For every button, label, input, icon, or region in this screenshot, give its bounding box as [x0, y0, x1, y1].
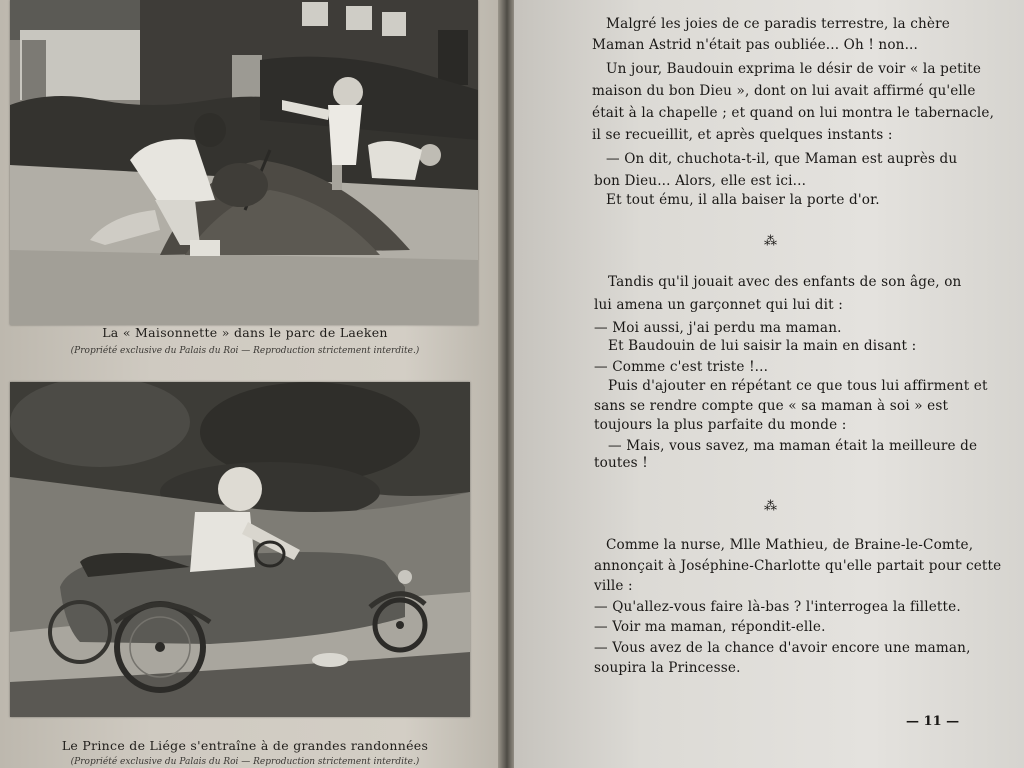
text-line: Puis d'ajouter en répétant ce que tous lui affirment et — [608, 378, 988, 394]
text-line: soupira la Princesse. — [594, 660, 741, 676]
text-line: Et Baudouin de lui saisir la main en disant : — [608, 338, 917, 354]
section-separator: ⁂ — [764, 234, 777, 249]
caption-pedal-car-title: Le Prince de Liége s'entraîne à de grandes randonnées — [61, 738, 429, 753]
text-line: Comme la nurse, Mlle Mathieu, de Braine-le-Comte, — [606, 537, 974, 553]
text-line: Tandis qu'il jouait avec des enfants de son âge, on — [608, 274, 962, 290]
text-line: — Vous avez de la chance d'avoir encore une maman, — [594, 640, 971, 656]
page-number: — 11 — — [906, 714, 960, 729]
text-line: ville : — [594, 578, 633, 594]
section-separator: ⁂ — [764, 499, 777, 514]
caption-pedal-car-note: (Propriété exclusive du Palais du Roi — Reproduction strictement interdite.) — [70, 757, 420, 767]
text-line: Malgré les joies de ce paradis terrestre, la chère — [606, 16, 950, 32]
caption-maisonnette-title: La « Maisonnette » dans le parc de Laeken — [102, 325, 388, 340]
text-line: — On dit, chuchota-t-il, que Maman est auprès du — [606, 151, 958, 167]
photo-pedal-car — [10, 382, 470, 717]
text-line: Un jour, Baudouin exprima le désir de voir « la petite — [606, 61, 982, 77]
text-line: lui amena un garçonnet qui lui dit : — [594, 297, 843, 313]
photo-maisonnette-illustration — [10, 0, 478, 325]
text-line: — Voir ma maman, répondit-elle. — [594, 619, 826, 635]
caption-maisonnette-note: (Propriété exclusive du Palais du Roi — Reproduction strictement interdite.) — [70, 346, 420, 356]
text-line: — Mais, vous savez, ma maman était la meilleure de — [608, 438, 978, 454]
caption-pedal-car — [10, 738, 480, 767]
text-line: — Moi aussi, j'ai perdu ma maman. — [594, 320, 842, 336]
text-line: sans se rendre compte que « sa maman à soi » est — [594, 398, 949, 414]
text-line: Et tout ému, il alla baiser la porte d'or. — [606, 192, 880, 208]
photo-pedal-car-illustration — [10, 382, 470, 717]
text-line: maison du bon Dieu », dont on lui avait affirmé qu'elle — [592, 83, 976, 99]
text-line: Maman Astrid n'était pas oubliée... Oh ! non... — [592, 37, 918, 53]
text-line: annonçait à Joséphine-Charlotte qu'elle partait pour cette — [594, 558, 1002, 574]
text-line: était à la chapelle ; et quand on lui montra le tabernacle, — [592, 105, 995, 121]
text-line: toutes ! — [594, 455, 648, 471]
right-page — [514, 0, 1024, 768]
text-line: bon Dieu... Alors, elle est ici... — [594, 173, 807, 189]
text-line: toujours la plus parfaite du monde : — [594, 417, 847, 433]
text-line: — Comme c'est triste !... — [594, 359, 769, 375]
photo-maisonnette — [10, 0, 478, 325]
left-page — [0, 0, 506, 768]
text-line: il se recueillit, et après quelques instants : — [592, 127, 893, 143]
caption-maisonnette — [10, 325, 480, 356]
text-line: — Qu'allez-vous faire là-bas ? l'interrogea la fillette. — [594, 599, 961, 615]
